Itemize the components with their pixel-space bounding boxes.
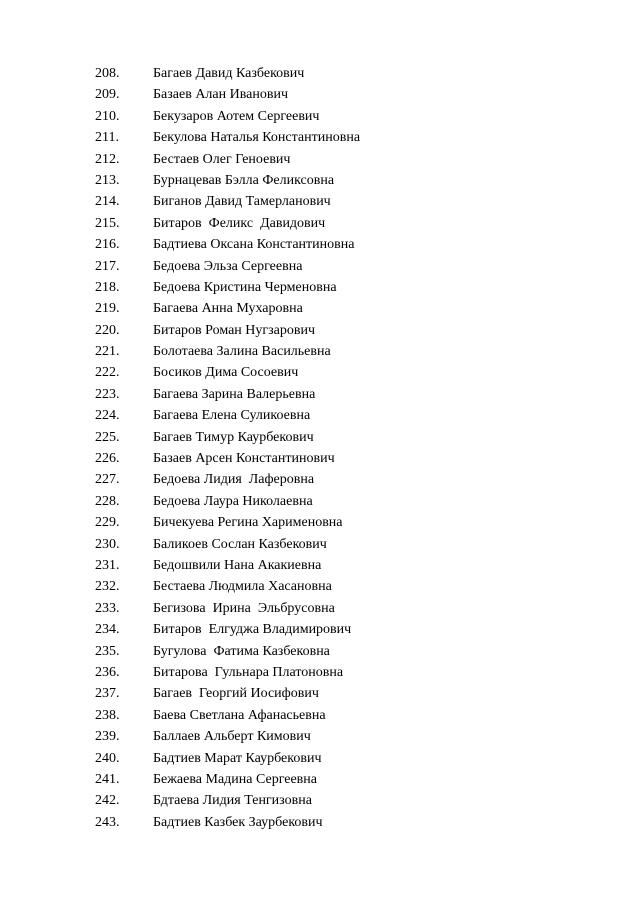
list-item [95, 726, 360, 747]
list-item [95, 748, 360, 769]
entry-name: Бдтаева Лидия Тенгизовна [153, 793, 312, 809]
entry-number: 236. [95, 664, 120, 680]
list-item [95, 63, 360, 84]
entry-name: Баликоев Сослан Казбекович [153, 536, 327, 552]
list-item [95, 149, 360, 170]
entry-name: Босиков Дима Сосоевич [153, 365, 299, 381]
entry-number: 220. [95, 322, 120, 338]
entry-number: 224. [95, 408, 120, 424]
list-item [95, 106, 360, 127]
entry-number: 226. [95, 451, 120, 467]
entry-number: 213. [95, 172, 120, 188]
entry-name: Бежаева Мадина Сергеевна [153, 771, 318, 787]
entry-name: Болотаева Залина Васильевна [153, 344, 331, 360]
entry-name: Бедоева Кристина Черменовна [153, 279, 337, 295]
list-item [95, 619, 360, 640]
entry-number: 208. [95, 66, 120, 81]
list-item [95, 191, 360, 212]
list-item [95, 384, 360, 405]
entry-number: 223. [95, 386, 120, 402]
list-item [95, 256, 360, 277]
entry-name: Битаров Феликс Давидович [153, 215, 326, 231]
list-item [95, 491, 360, 512]
entry-number: 240. [95, 750, 120, 766]
entry-name: Бестаева Людмила Хасановна [153, 579, 332, 595]
entry-name: Битарова Гульнара Платоновна [153, 664, 344, 680]
entry-number: 210. [95, 108, 120, 124]
entry-name: Бедоева Лидия Лаферовна [153, 472, 315, 488]
list-item [95, 213, 360, 234]
entry-number: 241. [95, 771, 120, 787]
name-list [95, 63, 360, 833]
entry-number: 218. [95, 279, 120, 295]
list-item [95, 598, 360, 619]
entry-name: Баева Светлана Афанасьевна [153, 707, 326, 723]
list-item [95, 512, 360, 533]
entry-name: Бадтиев Марат Каурбекович [153, 750, 322, 766]
list-item [95, 277, 360, 298]
entry-number: 219. [95, 301, 120, 317]
list-item [95, 555, 360, 576]
entry-number: 239. [95, 729, 120, 745]
entry-number: 235. [95, 643, 120, 659]
list-item [95, 641, 360, 662]
entry-number: 234. [95, 622, 120, 638]
list-item [95, 170, 360, 191]
entry-number: 215. [95, 215, 120, 231]
list-item [95, 705, 360, 726]
entry-name: Бедоева Эльза Сергеевна [153, 258, 303, 274]
entry-number: 217. [95, 258, 120, 274]
list-item [95, 534, 360, 555]
list-item [95, 127, 360, 148]
list-item [95, 405, 360, 426]
entry-name: Битаров Елгуджа Владимирович [153, 622, 352, 638]
entry-name: Бадтиев Казбек Заурбекович [153, 814, 323, 830]
list-item [95, 427, 360, 448]
entry-name: Багаева Елена Суликоевна [153, 408, 311, 424]
entry-name: Базаев Арсен Константинович [153, 451, 335, 467]
list-item [95, 298, 360, 319]
entry-name: Баллаев Альберт Кимович [153, 729, 311, 745]
entry-number: 212. [95, 151, 120, 167]
list-item [95, 790, 360, 811]
list-item [95, 683, 360, 704]
entry-number: 237. [95, 686, 120, 702]
entry-number: 225. [95, 429, 120, 445]
entry-name: Бекузаров Аотем Сергеевич [153, 108, 320, 124]
entry-number: 211. [95, 130, 119, 146]
entry-number: 231. [95, 557, 120, 573]
entry-number: 221. [95, 344, 120, 360]
entry-name: Бестаев Олег Геноевич [153, 151, 291, 167]
entry-name: Багаева Анна Мухаровна [153, 301, 303, 317]
entry-number: 216. [95, 237, 120, 253]
entry-number: 233. [95, 600, 120, 616]
list-item [95, 576, 360, 597]
list-item [95, 469, 360, 490]
entry-number: 243. [95, 814, 120, 830]
entry-name: Битаров Роман Нугзарович [153, 322, 316, 338]
entry-name: Багаев Давид Казбекович [153, 66, 305, 81]
entry-name: Бекулова Наталья Константиновна [153, 130, 361, 146]
entry-number: 238. [95, 707, 120, 723]
entry-name: Бугулова Фатима Казбековна [153, 643, 330, 659]
list-item [95, 341, 360, 362]
entry-number: 242. [95, 793, 120, 809]
entry-number: 232. [95, 579, 120, 595]
entry-number: 214. [95, 194, 120, 210]
entry-number: 229. [95, 515, 120, 531]
entry-name: Биганов Давид Тамерланович [153, 194, 331, 210]
entry-name: Багаева Зарина Валерьевна [153, 386, 316, 402]
entry-name: Бедоева Лаура Николаевна [153, 493, 313, 509]
entry-name: Бедошвили Нана Акакиевна [153, 557, 322, 573]
list-item [95, 84, 360, 105]
entry-name: Багаев Тимур Каурбекович [153, 429, 314, 445]
entry-number: 222. [95, 365, 120, 381]
list-item [95, 662, 360, 683]
entry-name: Базаев Алан Иванович [153, 87, 289, 103]
entry-name: Бурнацевав Бэлла Феликсовна [153, 172, 335, 188]
entry-name: Бегизова Ирина Эльбрусовна [153, 600, 335, 616]
entry-number: 230. [95, 536, 120, 552]
entry-name: Бичекуева Регина Харименовна [153, 515, 343, 531]
entry-number: 228. [95, 493, 120, 509]
entry-name: Бадтиева Оксана Константиновна [153, 237, 355, 253]
entry-number: 209. [95, 87, 120, 103]
list-item [95, 234, 360, 255]
list-item [95, 362, 360, 383]
list-item [95, 320, 360, 341]
list-item [95, 769, 360, 790]
entry-name: Багаев Георгий Иосифович [153, 686, 319, 702]
list-item [95, 448, 360, 469]
entry-number: 227. [95, 472, 120, 488]
list-item [95, 812, 360, 833]
